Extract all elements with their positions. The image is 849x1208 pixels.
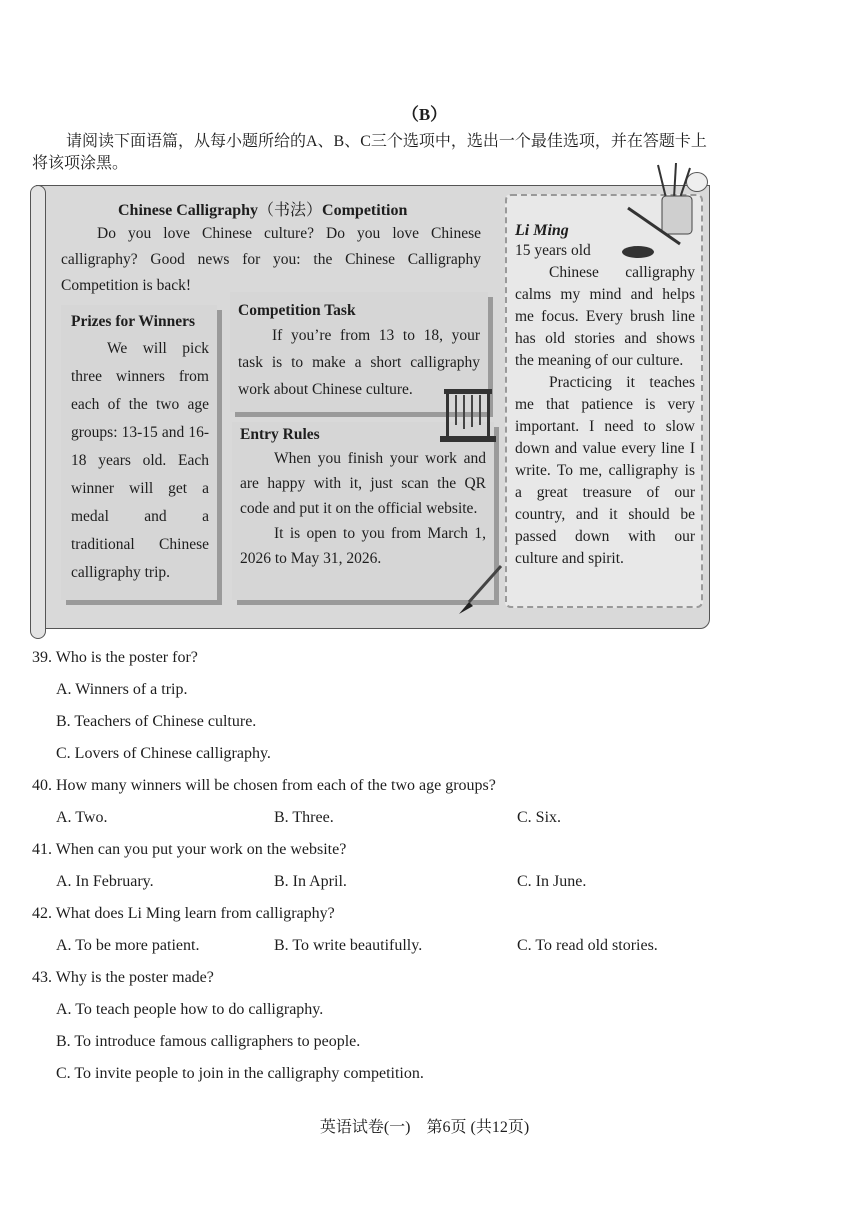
question-option[interactable]: B. To write beautifully. bbox=[274, 937, 423, 954]
brush-rack-icon bbox=[440, 385, 496, 445]
section-label: （B） bbox=[401, 105, 448, 124]
question-option[interactable]: C. Lovers of Chinese calligraphy. bbox=[56, 745, 271, 762]
question-option[interactable]: C. Six. bbox=[517, 809, 562, 826]
question-option[interactable]: A. To teach people how to do calligraphy. bbox=[56, 1001, 324, 1018]
question-option[interactable]: A. In February. bbox=[56, 873, 154, 890]
question-option[interactable]: C. To invite people to join in the calligraphy competition. bbox=[56, 1065, 424, 1082]
brush-icon bbox=[455, 562, 505, 617]
question-option[interactable]: C. In June. bbox=[517, 873, 587, 890]
question-option[interactable]: B. In April. bbox=[274, 873, 347, 890]
task-text: If you’re from 13 to 18, your task is to make a short calligraphy work about Chinese culture. bbox=[238, 327, 480, 398]
question-stem: 43. Why is the poster made? bbox=[32, 969, 214, 986]
rules-heading: Entry Rules bbox=[240, 426, 320, 443]
prizes-heading: Prizes for Winners bbox=[71, 313, 195, 330]
poster-intro: Do you love Chinese culture? Do you love Chinese calligraphy? Good news for you: the Chinese Calligraphy Competition is back! bbox=[61, 225, 481, 294]
poster-title bbox=[118, 197, 407, 220]
instruction-text: 请阅读下面语篇，从每小题所给的A、B、C三个选项中，选出一个最佳选项，并在答题卡上将该项涂黑。 bbox=[32, 133, 707, 172]
poster-title-en: Chinese Calligraphy bbox=[118, 202, 259, 219]
prizes-text: We will pick three winners from each of the two age groups: 13-15 and 16-18 years old. Each winner will get a medal and a traditional Chinese calligraphy trip. bbox=[71, 340, 209, 581]
question-option[interactable]: B. Teachers of Chinese culture. bbox=[56, 713, 257, 730]
question-stem: 42. What does Li Ming learn from calligraphy? bbox=[32, 905, 335, 922]
rules-text-2: It is open to you from March 1, 2026 to May 31, 2026. bbox=[240, 525, 486, 567]
question-option[interactable]: B. To introduce famous calligraphers to people. bbox=[56, 1033, 361, 1050]
prizes-box bbox=[61, 305, 217, 600]
question-option[interactable]: A. Winners of a trip. bbox=[56, 681, 188, 698]
page-footer: 英语试卷(一) 第6页 (共12页) bbox=[319, 1119, 530, 1136]
task-heading: Competition Task bbox=[238, 302, 356, 319]
question-stem: 40. How many winners will be chosen from each of the two age groups? bbox=[32, 777, 496, 794]
li-ming-para-1: Chinese calligraphy calms my mind and helps me focus. Every brush line has old stories and shows the meaning of our culture. bbox=[515, 264, 695, 369]
question-option[interactable]: B. Three. bbox=[274, 809, 334, 826]
question-stem: 41. When can you put your work on the website? bbox=[32, 841, 347, 858]
question-option[interactable]: A. To be more patient. bbox=[56, 937, 200, 954]
li-ming-name: Li Ming bbox=[515, 222, 569, 239]
question-stem: 39. Who is the poster for? bbox=[32, 649, 198, 666]
rules-text-1: When you finish your work and are happy with it, just scan the QR code and put it on the official website. bbox=[240, 450, 486, 517]
li-ming-para-2: Practicing it teaches me that patience is very important. I need to slow down and value every line I write. To me, calligraphy is a great treasure of our country, and it should be passed down with our culture and spirit. bbox=[515, 374, 695, 567]
scroll-roll-left bbox=[30, 185, 46, 639]
question-options-row bbox=[32, 808, 812, 840]
li-ming-age: 15 years old bbox=[515, 242, 591, 259]
poster-title-suffix: Competition bbox=[322, 202, 408, 219]
question-option[interactable]: A. Two. bbox=[56, 809, 108, 826]
poster-title-cn: （书法） bbox=[258, 202, 323, 219]
question-options-row bbox=[32, 872, 812, 904]
questions-list bbox=[32, 648, 812, 1096]
question-option[interactable]: C. To read old stories. bbox=[517, 937, 658, 954]
question-options-row bbox=[32, 936, 812, 968]
brush-pot-icon bbox=[618, 160, 708, 260]
